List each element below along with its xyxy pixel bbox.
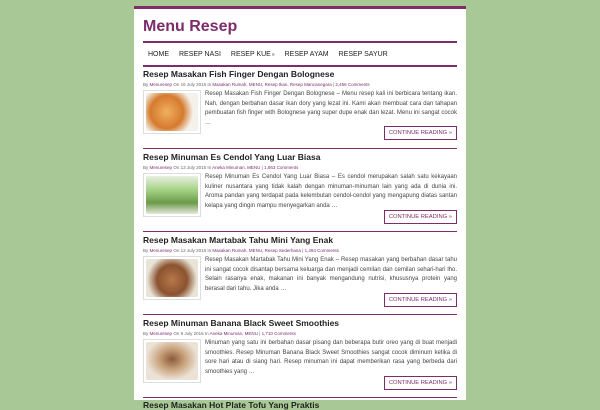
post-date: On 13 July 2015 <box>173 165 207 170</box>
post-thumbnail[interactable] <box>143 339 201 383</box>
post-comments[interactable]: 1,494 Comments <box>304 248 339 253</box>
meta-in: In <box>207 82 212 87</box>
post-body <box>143 90 457 128</box>
post-title[interactable]: Resep Masakan Hot Plate Tofu Yang Praktis <box>143 400 320 410</box>
post-categories[interactable]: Aneka Minuman, MENU <box>212 165 261 170</box>
drink-image <box>146 342 198 380</box>
post-author[interactable]: Menuresep <box>149 248 173 253</box>
post-categories[interactable]: Masakan Rumah, MENU, Resep Sederhana <box>212 248 301 253</box>
post-date: On 9 July 2015 <box>173 331 204 336</box>
post-comments[interactable]: 1,710 Comments <box>261 331 296 336</box>
post-categories[interactable]: Aneka Minuman, MENU <box>209 331 258 336</box>
nav-item-resep-sayur[interactable]: RESEP SAYUR <box>338 50 388 58</box>
main-nav <box>143 41 457 67</box>
post-title[interactable]: Resep Masakan Martabak Tahu Mini Yang Enak <box>143 235 334 245</box>
meta-prefix: By <box>143 331 149 336</box>
post-comments[interactable]: 1,863 Comments <box>264 165 299 170</box>
post-title[interactable]: Resep Minuman Es Cendol Yang Luar Biasa <box>143 152 321 162</box>
post-date: On 16 July 2015 <box>173 82 207 87</box>
post-separator <box>143 148 457 149</box>
post-separator <box>143 397 457 398</box>
nav-item-resep-kue[interactable] <box>226 51 280 58</box>
post-body <box>143 173 457 211</box>
post-categories[interactable]: Masakan Rumah, MENU, Resep Ikan, Resep Mancanegara <box>212 82 332 87</box>
page-container <box>134 6 466 410</box>
post-body <box>143 339 457 377</box>
post-author[interactable]: Menuresep <box>149 165 173 170</box>
post-title[interactable]: Resep Minuman Banana Black Sweet Smoothies <box>143 318 340 328</box>
post-author[interactable]: Menuresep <box>149 331 173 336</box>
post-excerpt: Resep Masakan Fish Finger Dengan Bolognese – Menu resep kali ini berbicara tentang ikan. Nah, dengan berbahan dasar ikan dory yang lezat ini. Kami akan membuat cara dan tahapan pembuatan fish finger with Bolognese yang super dupe enak dan lezat. Menu ini sangat cocok … <box>205 91 457 126</box>
post-date: On 12 July 2015 <box>173 248 207 253</box>
post-thumbnail[interactable] <box>143 173 201 217</box>
nav-item-resep-ayam[interactable]: RESEP AYAM <box>284 50 329 58</box>
post-item <box>143 152 457 211</box>
meta-prefix: By <box>143 165 149 170</box>
post-meta: By Menuresep On 13 July 2015 In Aneka Minuman, MENU | 1,863 Comments <box>143 165 299 170</box>
post-separator <box>143 231 457 232</box>
meta-prefix: By <box>143 82 149 87</box>
post-body <box>143 256 457 294</box>
continue-reading-button[interactable]: CONTINUE READING » <box>384 293 457 307</box>
continue-reading-button[interactable]: CONTINUE READING » <box>384 376 457 390</box>
post-meta: By Menuresep On 16 July 2015 In Masakan Rumah, MENU, Resep Ikan, Resep Mancanegara | 2,456 Comments <box>143 82 370 87</box>
post-excerpt: Minuman yang satu ini berbahan dasar pisang dan beberapa butir oreo yang di buat menjadi smoothies. Resep Minuman Banana Black Sweet Smoothies sangat cocok diminum ketika di sore hari atau di siang hari. Resep minuman ini dapat memberikan rasa yang berbeda dari smoothies yang … <box>205 340 457 375</box>
nav-item-resep-nasi[interactable]: RESEP NASI <box>179 50 221 58</box>
post-separator <box>143 314 457 315</box>
meta-in: In <box>207 165 212 170</box>
meta-in: In <box>207 248 212 253</box>
site-title[interactable]: Menu Resep <box>143 18 238 35</box>
food-image <box>146 259 198 297</box>
continue-reading-button[interactable]: CONTINUE READING » <box>384 210 457 224</box>
post-comments[interactable]: 2,456 Comments <box>335 82 370 87</box>
nav-item-home[interactable]: HOME <box>148 50 169 58</box>
post-excerpt: Resep Masakan Martabak Tahu Mini Yang Enak – Resep masakan yang berbahan dasar tahu ini sangat cocok disantap bersama keluarga dan menjadi cemilan dan cemilan sehari-hari lho. Selain rasanya enak, makanan ini banyak mengandung nutrisi, khususnya protein yang berasal dari tahu. Jika anda … <box>205 257 457 292</box>
drink-image <box>146 176 198 214</box>
meta-prefix: By <box>143 248 149 253</box>
post-item <box>143 318 457 377</box>
post-author[interactable]: Menuresep <box>149 82 173 87</box>
chevron-right-icon: » <box>271 51 275 58</box>
post-title[interactable]: Resep Masakan Fish Finger Dengan Bolognese <box>143 69 335 79</box>
post-meta: By Menuresep On 12 July 2015 In Masakan Rumah, MENU, Resep Sederhana | 1,494 Comments <box>143 248 339 253</box>
post-item <box>143 400 457 410</box>
meta-in: In <box>204 331 209 336</box>
post-item <box>143 69 457 128</box>
food-image <box>146 93 198 131</box>
nav-item-resep-kue-label: RESEP KUE <box>230 50 271 58</box>
post-item <box>143 235 457 294</box>
continue-reading-button[interactable]: CONTINUE READING » <box>384 126 457 140</box>
post-excerpt: Resep Minuman Es Cendol Yang Luar Biasa – Es cendol merupakan salah satu kekayaan kuliner nusantara yang tidak kalah dengan minuman-minuman lain yang ada di dunia ini. Aroma pandan yang terdapat pada kelembutan cendol-cendol yang mengapung diatas santan kelapa yang dingin mampu menyegarkan anda … <box>205 174 457 209</box>
post-thumbnail[interactable] <box>143 256 201 300</box>
post-thumbnail[interactable] <box>143 90 201 134</box>
post-meta: By Menuresep On 9 July 2015 In Aneka Minuman, MENU | 1,710 Comments <box>143 331 296 336</box>
